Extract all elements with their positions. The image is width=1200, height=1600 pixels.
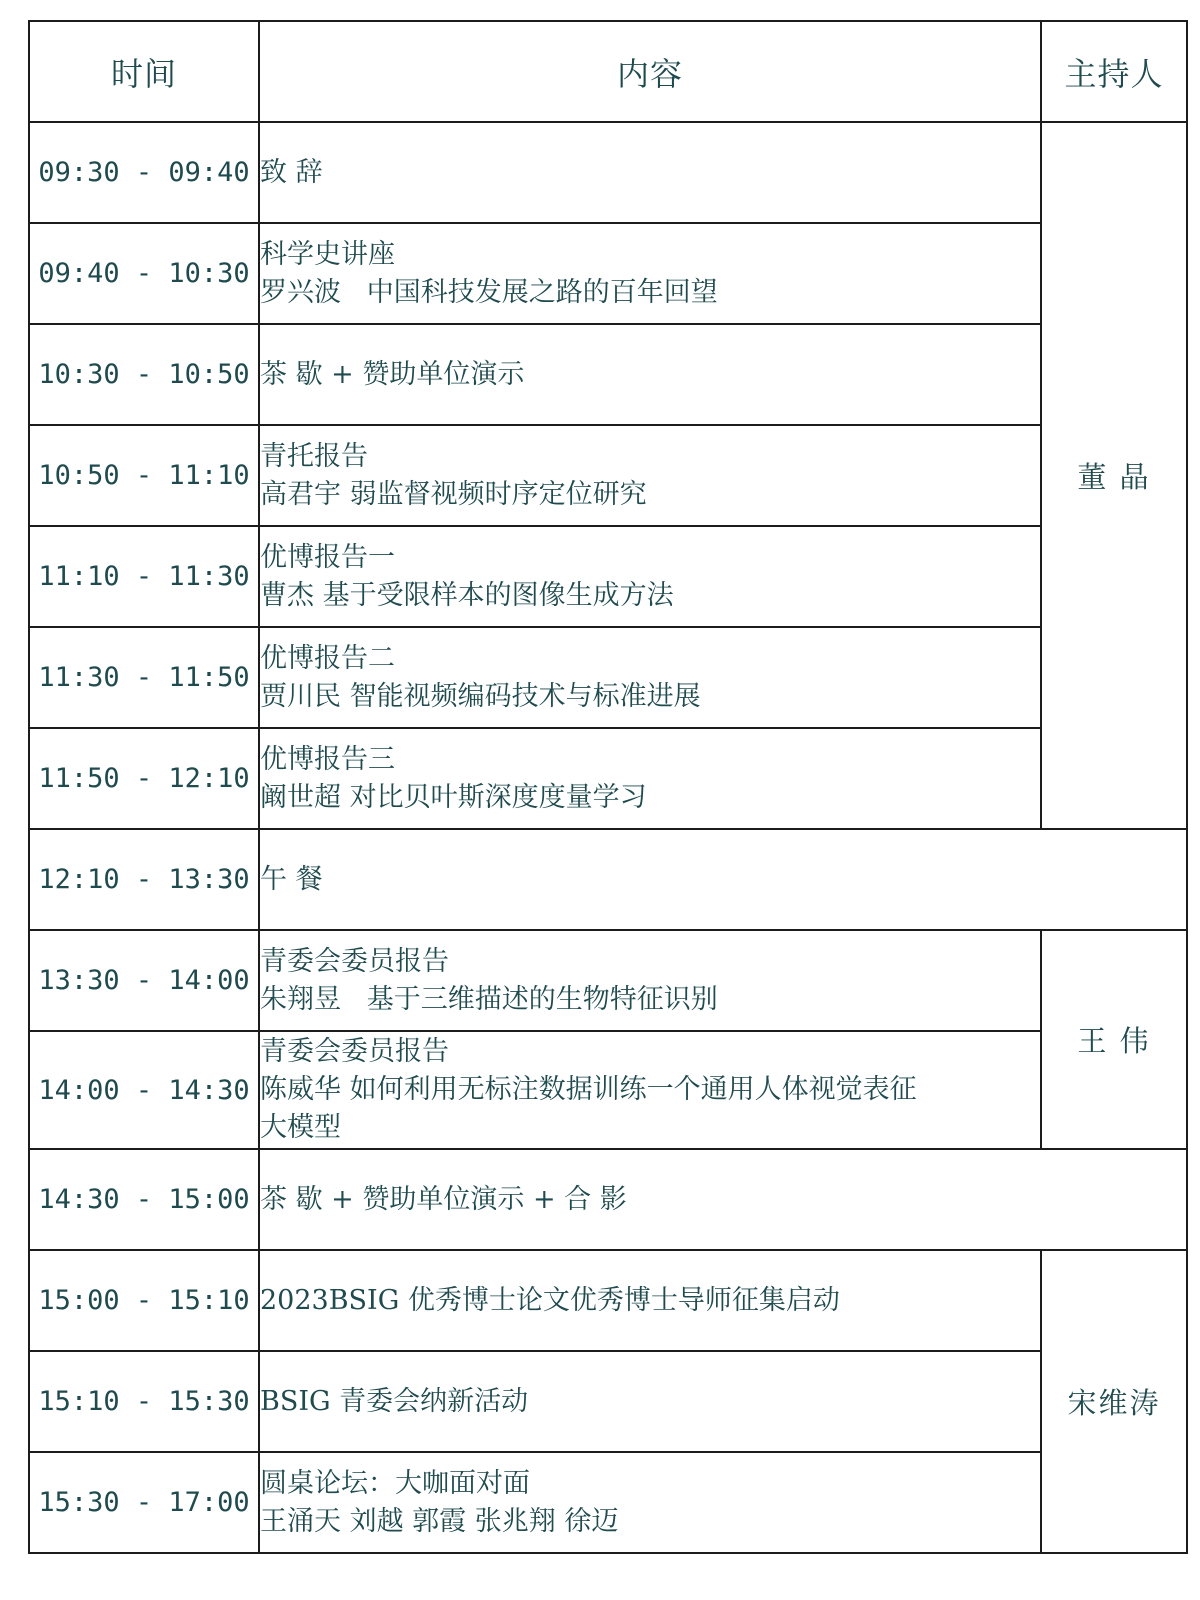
content-line: 圆桌论坛：大咖面对面 (260, 1467, 530, 1499)
table-row (29, 829, 1187, 930)
content-line: 2023BSIG 优秀博士论文优秀博士导师征集启动 (260, 1284, 840, 1316)
content-line: 茶 歇 + 赞助单位演示 (260, 358, 525, 390)
header-time: 时间 (29, 21, 259, 122)
content-line: 大模型 (260, 1112, 341, 1143)
row-content (259, 122, 1041, 223)
row-time: 15:30 - 17:00 (29, 1452, 259, 1553)
content-line: 朱翔昱 基于三维描述的生物特征识别 (260, 983, 718, 1015)
content-line: BSIG 青委会纳新活动 (260, 1385, 529, 1417)
content-line: 高君宇 弱监督视频时序定位研究 (260, 478, 647, 510)
row-time: 12:10 - 13:30 (29, 829, 259, 930)
host-afternoon-2: 宋维涛 (1041, 1250, 1187, 1553)
row-time: 09:40 - 10:30 (29, 223, 259, 324)
content-line: 陈威华 如何利用无标注数据训练一个通用人体视觉表征 (260, 1074, 917, 1105)
table-row (29, 728, 1187, 829)
table-row (29, 526, 1187, 627)
table-row (29, 1031, 1187, 1149)
table-row (29, 122, 1187, 223)
row-content (259, 1452, 1041, 1553)
header-row (29, 21, 1187, 122)
content-line: 罗兴波 中国科技发展之路的百年回望 (260, 276, 718, 308)
table-row (29, 1149, 1187, 1250)
content-line: 王涌天 刘越 郭霞 张兆翔 徐迈 (260, 1505, 619, 1537)
row-time: 13:30 - 14:00 (29, 930, 259, 1031)
table-row (29, 627, 1187, 728)
header-host: 主持人 (1041, 21, 1187, 122)
row-content (259, 930, 1041, 1031)
row-time: 11:30 - 11:50 (29, 627, 259, 728)
table-row (29, 324, 1187, 425)
row-content (259, 526, 1041, 627)
content-line: 青委会委员报告 (260, 945, 449, 977)
row-content (259, 1149, 1187, 1250)
content-line: 致 辞 (260, 156, 323, 188)
row-content (259, 425, 1041, 526)
row-content (259, 728, 1041, 829)
table-row (29, 425, 1187, 526)
header-content: 内容 (259, 21, 1041, 122)
row-content (259, 1250, 1041, 1351)
row-time: 15:00 - 15:10 (29, 1250, 259, 1351)
row-time: 11:50 - 12:10 (29, 728, 259, 829)
table-row (29, 1351, 1187, 1452)
content-line: 阚世超 对比贝叶斯深度度量学习 (260, 781, 647, 813)
content-line: 贾川民 智能视频编码技术与标准进展 (260, 680, 701, 712)
content-line: 优博报告三 (260, 743, 395, 775)
content-line: 午 餐 (260, 863, 323, 895)
row-time: 10:50 - 11:10 (29, 425, 259, 526)
row-time: 11:10 - 11:30 (29, 526, 259, 627)
row-time: 09:30 - 09:40 (29, 122, 259, 223)
table-row (29, 1250, 1187, 1351)
table-row (29, 223, 1187, 324)
row-time: 14:00 - 14:30 (29, 1031, 259, 1149)
table-row (29, 1452, 1187, 1553)
host-morning: 董 晶 (1041, 122, 1187, 829)
row-content (259, 627, 1041, 728)
row-content (259, 223, 1041, 324)
content-line: 茶 歇 + 赞助单位演示 + 合 影 (260, 1183, 627, 1215)
content-line: 优博报告二 (260, 642, 395, 674)
table-row (29, 930, 1187, 1031)
content-line: 科学史讲座 (260, 238, 395, 270)
row-time: 14:30 - 15:00 (29, 1149, 259, 1250)
content-line: 曹杰 基于受限样本的图像生成方法 (260, 579, 674, 611)
agenda-table (28, 20, 1188, 1554)
row-content (259, 1351, 1041, 1452)
content-line: 优博报告一 (260, 541, 395, 573)
content-line: 青委会委员报告 (260, 1036, 449, 1067)
host-afternoon-1: 王 伟 (1041, 930, 1187, 1149)
row-content (259, 1031, 1041, 1149)
row-time: 10:30 - 10:50 (29, 324, 259, 425)
content-line: 青托报告 (260, 440, 368, 472)
row-time: 15:10 - 15:30 (29, 1351, 259, 1452)
row-content (259, 324, 1041, 425)
row-content (259, 829, 1187, 930)
